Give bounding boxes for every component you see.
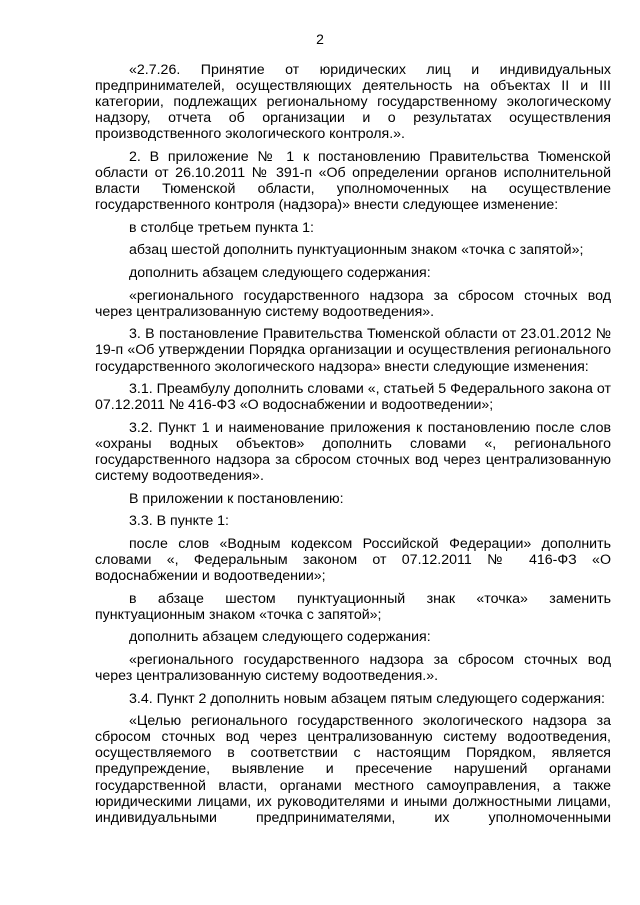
paragraph-sixth-clause: абзац шестой дополнить пунктуационным знаком «точка с запятой»; (129, 242, 584, 259)
document-body (95, 62, 611, 826)
paragraph-add-clause-2: дополнить абзацем следующего содержания: (129, 629, 431, 646)
paragraph-add-clause: дополнить абзацем следующего содержания: (129, 265, 431, 282)
paragraph-item-3: 3. В постановление Правительства Тюменской области от 23.01.2012 № 19-п «Об утверждении Порядка организации и осуществления регионального государственного экологического надзора» внести следующие изменения: (95, 326, 611, 375)
paragraph-item-3-1: 3.1. Преамбулу дополнить словами «, статьей 5 Федерального закона от 07.12.2011 № 416-ФЗ «О водоснабжении и водоотведении»; (95, 381, 611, 414)
paragraph-item-3-2: 3.2. Пункт 1 и наименование приложения к постановлению после слов «охраны водных объектов» дополнить словами «, регионального государственного надзора за сбросом сточных вод через централизованную систему водоотведения». (95, 419, 611, 485)
paragraph-purpose: «Целью регионального государственного экологического надзора за сбросом сточных вод через централизованную систему водоотведения, осуществляемого в соответствии с настоящим Порядком, является предупреждение, выявление и пресечение нарушений органами государственной власти, органами местного самоуправления, а также юридическими лицами, их руководителями и иными должностными лицами, индивидуальными предпринимателями, их уполномоченными (95, 713, 611, 826)
paragraph-item-2: 2. В приложение № 1 к постановлению Правительства Тюменской области от 26.10.2011 № 391-п «Об определении органов исполнительной власти Тюменской области, уполномоченных на осуществление государственного контроля (надзора)» внести следующее изменение: (95, 148, 611, 214)
paragraph-in-appendix: В приложении к постановлению: (129, 490, 344, 507)
paragraph-column-three: в столбце третьем пункта 1: (129, 219, 314, 236)
paragraph-quoted-clause-2: «регионального государственного надзора за сбросом сточных вод через централизованную систему водоотведения.». (95, 651, 611, 684)
paragraph-quoted-clause: «регионального государственного надзора за сбросом сточных вод через централизованную систему водоотведения». (95, 287, 611, 320)
paragraph-item-3-4: 3.4. Пункт 2 дополнить новым абзацем пятым следующего содержания: (129, 690, 605, 707)
paragraph-after-words: после слов «Водным кодексом Российской Федерации» дополнить словами «, Федеральным законом от 07.12.2011 № 416-ФЗ «О водоснабжении и водоотведении»; (95, 535, 611, 585)
paragraph-item-3-3: 3.3. В пункте 1: (129, 513, 229, 530)
page-number: 2 (316, 31, 324, 47)
paragraph-sixth-clause-replace: в абзаце шестом пунктуационный знак «точка» заменить пунктуационным знаком «точка с запятой»; (95, 590, 611, 623)
paragraph-2-7-26: «2.7.26. Принятие от юридических лиц и индивидуальных предпринимателей, осуществляющих деятельность на объектах II и III категории, подлежащих региональному государственному экологическому надзору, отчета об организации и о результатах осуществления производственного экологического контроля.». (95, 62, 611, 143)
